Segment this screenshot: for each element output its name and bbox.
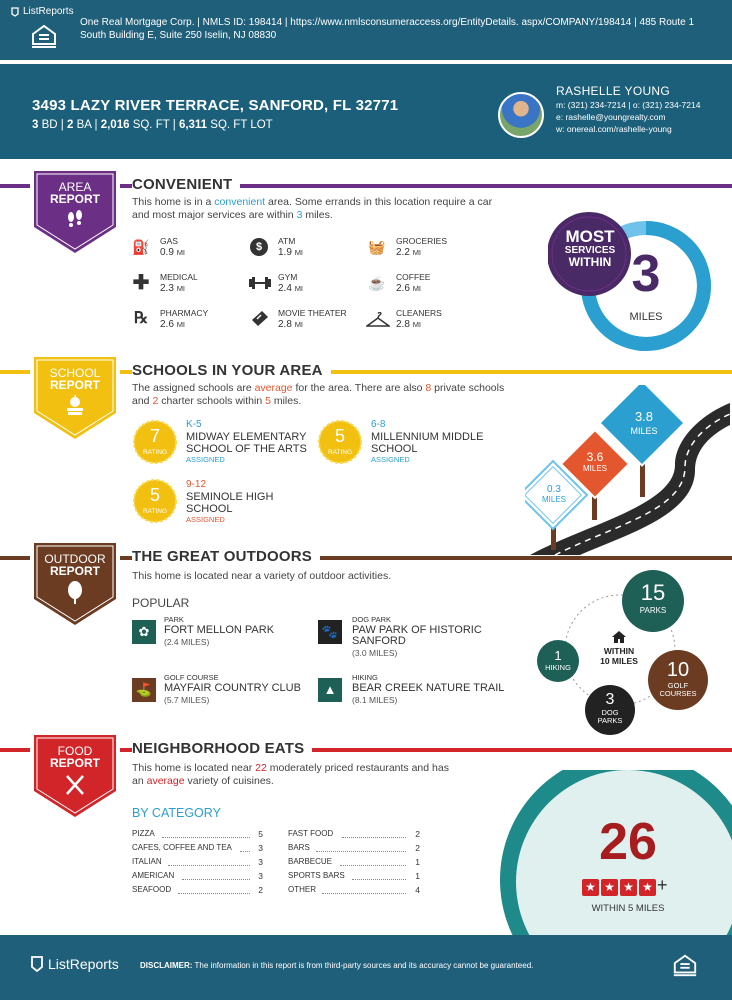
pine-trees-icon: ▲	[318, 678, 342, 702]
category-name: BARS	[288, 843, 310, 852]
sign-value: 0.3	[547, 484, 561, 495]
movie-ticket-icon	[250, 310, 270, 328]
school-text-1: The assigned schools are	[132, 382, 255, 394]
golf-bag-icon: ⛳	[132, 678, 156, 702]
category-leader	[168, 865, 250, 866]
category-leader	[342, 837, 406, 838]
category-count: 4	[415, 885, 420, 895]
most-label-3: WITHIN	[568, 255, 612, 269]
star-icon: ★	[582, 879, 599, 896]
sign-value: 3.8	[634, 409, 654, 424]
footprints-icon	[64, 209, 86, 231]
tree-icon	[64, 581, 86, 605]
service-distance-unit: MI	[412, 248, 422, 257]
service-name: GYM	[278, 272, 298, 282]
service-name: GROCERIES	[396, 236, 448, 246]
area-description	[132, 196, 502, 222]
equal-housing-icon	[30, 22, 58, 50]
category-name: FAST FOOD	[288, 829, 334, 838]
stars-plus: +	[657, 875, 668, 895]
agent-email[interactable]: e: rashelle@youngrealty.com	[556, 112, 666, 122]
category-count: 2	[258, 885, 263, 895]
dog-parks-count: 3	[605, 691, 615, 708]
paw-icon: 🐾	[318, 620, 342, 644]
lender-info: One Real Mortgage Corp. | NMLS ID: 198414 | https://www.nmlsconsumeraccess.org/EntityDetails. aspx/COMPANY/198414 | 485 Route 1 South Building E, Suite 250 Iselin, NJ 08830	[80, 17, 694, 41]
service-distance	[160, 247, 185, 258]
lot-unit: SQ. FT LOT	[210, 119, 273, 131]
golf-count: 10	[666, 659, 690, 681]
sqft-unit: SQ. FT	[132, 119, 170, 131]
school-text-n2: 2	[152, 395, 159, 407]
footer	[0, 935, 732, 1000]
category-count: 3	[258, 871, 263, 881]
within-5-miles: WITHIN 5 MILES	[591, 903, 665, 914]
service-distance	[396, 319, 421, 330]
service-distance	[396, 247, 421, 258]
dog-parks-bubble	[585, 685, 635, 735]
agent-phone[interactable]: m: (321) 234-7214 | o: (321) 234-7214	[556, 100, 701, 110]
outdoor-title: THE GREAT OUTDOORS	[132, 548, 320, 565]
category-name: BARBECUE	[288, 857, 333, 866]
outdoor-description: This home is located near a variety of outdoor activities.	[132, 570, 392, 582]
school-description	[132, 382, 512, 408]
area-text-number: 3	[296, 209, 303, 221]
school-rating-badge	[318, 420, 362, 464]
category-leader	[340, 865, 406, 866]
category-leader	[240, 851, 250, 852]
brand-small-text: ListReports	[23, 6, 74, 17]
category-name: SPORTS BARS	[288, 871, 345, 880]
area-text-2: area. Some errands in this location require a car and most major services are within	[132, 196, 493, 221]
restaurants-total: 26	[599, 813, 657, 871]
brand-small[interactable]	[10, 6, 74, 17]
school-text-n3: 5	[265, 395, 271, 407]
service-distance-unit: MI	[294, 248, 304, 257]
gas-pump-icon: ⛽	[132, 239, 150, 255]
service-distance	[160, 283, 185, 294]
popular-heading: POPULAR	[132, 596, 190, 610]
service-distance	[278, 247, 303, 258]
service-distance-value: 2.6	[396, 283, 410, 294]
clothes-hanger-icon	[366, 312, 390, 328]
category-count: 1	[415, 857, 420, 867]
area-badge-top: AREA	[58, 180, 92, 194]
rating-label: RATING	[142, 508, 168, 515]
outdoor-name[interactable]: MAYFAIR COUNTRY CLUB	[164, 682, 301, 694]
category-leader	[322, 893, 406, 894]
rating-number: 5	[149, 485, 160, 505]
property-specs: 3 BD | 2 BA | 2,016 SQ. FT | 6,311 SQ. FT LOT	[32, 119, 273, 131]
food-report-badge	[30, 731, 120, 823]
school-badge-bottom: REPORT	[49, 378, 100, 392]
golf-label-1: GOLF	[667, 681, 689, 690]
service-distance-value: 2.8	[396, 319, 410, 330]
food-text-number: 22	[255, 762, 267, 774]
service-distance-unit: MI	[294, 284, 304, 293]
service-name: PHARMACY	[160, 308, 209, 318]
service-name: MOVIE THEATER	[278, 308, 347, 318]
category-leader	[352, 879, 406, 880]
home-icon	[611, 630, 627, 644]
outdoor-category: PARK	[164, 615, 184, 624]
golf-label-2: COURSES	[659, 689, 697, 698]
category-count: 5	[258, 829, 263, 839]
rating-label: RATING	[327, 449, 353, 456]
agent-avatar	[498, 92, 544, 138]
category-name: SEAFOOD	[132, 885, 172, 894]
outdoor-report-badge	[30, 539, 120, 631]
food-text-highlight: average	[146, 775, 185, 787]
service-distance	[396, 283, 421, 294]
category-leader	[182, 879, 250, 880]
school-text-5: miles.	[270, 395, 302, 407]
outdoor-category: HIKING	[352, 673, 378, 682]
agent-name: RASHELLE YOUNG	[556, 84, 671, 98]
service-distance-unit: MI	[176, 248, 186, 257]
category-name: PIZZA	[132, 829, 155, 838]
school-grades: K-5	[186, 419, 202, 430]
rating-label: RATING	[142, 449, 168, 456]
by-category-heading: BY CATEGORY	[132, 806, 221, 820]
school-text-highlight: average	[254, 382, 293, 394]
school-status: ASSIGNED	[186, 515, 225, 524]
within-label-2: 10 MILES	[600, 656, 638, 666]
service-distance-value: 2.2	[396, 247, 410, 258]
area-badge-bottom: REPORT	[49, 192, 100, 206]
service-distance	[160, 319, 185, 330]
school-name[interactable]: MILLENNIUM MIDDLE SCHOOL	[371, 431, 484, 455]
service-distance-value: 0.9	[160, 247, 174, 258]
school-rating-badge	[133, 479, 177, 523]
footer-brand-text: ListReports	[48, 956, 119, 972]
food-text-1: This home is located near	[132, 762, 256, 774]
lender-bar	[0, 0, 732, 60]
star-icon: ★	[639, 879, 656, 896]
disclaimer-text: The information in this report is from third-party sources and its accuracy cannot be guaranteed.	[192, 961, 534, 970]
baths-value: 2	[66, 119, 74, 131]
school-text-2: for the area. There are also	[292, 382, 426, 394]
property-address: 3493 LAZY RIVER TERRACE, SANFORD, FL 32771	[32, 97, 399, 114]
service-name: ATM	[278, 236, 296, 246]
hiking-bubble	[537, 640, 579, 682]
category-name: OTHER	[288, 885, 316, 894]
outdoor-distance: (5.7 MILES)	[164, 695, 210, 705]
footer-brand[interactable]	[30, 956, 119, 972]
area-title: CONVENIENT	[132, 176, 240, 193]
parks-label: PARKS	[639, 606, 667, 615]
school-rating-badge	[133, 420, 177, 464]
school-report-badge	[30, 353, 120, 445]
equal-housing-icon	[672, 952, 698, 978]
area-text-1: This home is in a	[132, 196, 215, 208]
beds-value: 3	[32, 119, 39, 131]
golf-bubble	[648, 650, 708, 710]
most-label-2: SERVICES	[564, 245, 616, 256]
area-text-highlight: convenient	[214, 196, 266, 208]
parks-bubble	[622, 570, 684, 632]
school-text-3: private schools and	[132, 382, 505, 407]
food-text-2: moderately priced restaurants and has an	[132, 762, 449, 787]
sign-unit: MILES	[582, 464, 607, 473]
category-count: 2	[415, 843, 420, 853]
lot-value: 6,311	[178, 119, 208, 131]
category-count: 3	[258, 857, 263, 867]
food-description	[132, 762, 462, 788]
service-name: MEDICAL	[160, 272, 198, 282]
service-distance-unit: MI	[176, 320, 186, 329]
outdoor-badge-bottom: REPORT	[49, 564, 100, 578]
sqft-value: 2,016	[100, 119, 130, 131]
property-header	[0, 64, 732, 159]
food-text-3: variety of cuisines.	[184, 775, 274, 787]
category-leader	[178, 893, 250, 894]
school-text-n1: 8	[425, 382, 432, 394]
school-text-4: charter schools within	[158, 395, 266, 407]
school-title: SCHOOLS IN YOUR AREA	[132, 362, 331, 379]
outdoor-distance: (2.4 MILES)	[164, 637, 210, 647]
outdoor-name[interactable]: PAW PARK OF HISTORIC SANFORD	[352, 624, 482, 647]
food-badge-bottom: REPORT	[49, 756, 100, 770]
sign-unit: MILES	[630, 426, 658, 436]
service-distance-unit: MI	[294, 320, 304, 329]
hiking-count: 1	[554, 648, 562, 663]
most-number: 3	[631, 245, 661, 303]
school-grades: 6-8	[371, 419, 386, 430]
park-icon: ✿	[132, 620, 156, 644]
outdoor-category: GOLF COURSE	[164, 673, 219, 682]
service-distance-value: 2.6	[160, 319, 174, 330]
service-distance	[278, 283, 303, 294]
baths-unit: BA	[76, 119, 92, 131]
service-name: GAS	[160, 236, 178, 246]
shopping-basket-icon: 🧺	[368, 239, 386, 255]
apple-books-icon	[64, 395, 86, 417]
sign-value: 3.6	[586, 450, 604, 464]
school-grades: 9-12	[186, 479, 207, 490]
service-distance-value: 2.4	[278, 283, 292, 294]
service-name: COFFEE	[396, 272, 431, 282]
coffee-cup-icon: ☕	[368, 275, 386, 291]
area-report-badge	[30, 167, 120, 259]
dog-parks-label-2: PARKS	[597, 716, 623, 725]
medical-cross-icon: ✚	[132, 272, 150, 294]
star-icon: ★	[601, 879, 618, 896]
service-distance-value: 2.8	[278, 319, 292, 330]
outdoor-name[interactable]: BEAR CREEK NATURE TRAIL	[352, 682, 505, 694]
atm-dollar-icon: $	[250, 238, 268, 256]
price-stars	[582, 878, 656, 896]
most-unit: MILES	[629, 311, 663, 323]
most-label-1: MOST	[565, 227, 615, 246]
category-name: ITALIAN	[132, 857, 162, 866]
service-distance-value: 1.9	[278, 247, 292, 258]
outdoor-category: DOG PARK	[352, 615, 392, 624]
category-count: 3	[258, 843, 263, 853]
outdoor-distance: (3.0 MILES)	[352, 648, 398, 658]
hiking-label: HIKING	[545, 663, 571, 672]
service-distance-unit: MI	[412, 320, 422, 329]
parks-count: 15	[640, 580, 666, 605]
rating-number: 7	[149, 426, 160, 446]
school-name[interactable]: MIDWAY ELEMENTARY SCHOOL OF THE ARTS	[186, 431, 307, 455]
listreports-logo-icon	[30, 956, 44, 972]
category-name: CAFES, COFFEE AND TEA	[132, 843, 232, 852]
disclaimer	[140, 961, 533, 970]
service-distance-unit: MI	[412, 284, 422, 293]
dog-parks-label-1: DOG	[601, 708, 619, 717]
rating-number: 5	[334, 426, 345, 446]
category-count: 2	[415, 829, 420, 839]
outdoor-distance: (8.1 MILES)	[352, 695, 398, 705]
agent-website[interactable]: w: onereal.com/rashelle-young	[556, 124, 672, 134]
dumbbell-icon	[248, 277, 272, 289]
school-status: ASSIGNED	[186, 455, 225, 464]
pharmacy-rx-icon: ℞	[133, 310, 149, 327]
school-name[interactable]: SEMINOLE HIGH SCHOOL	[186, 491, 274, 515]
service-distance-unit: MI	[176, 284, 186, 293]
star-icon: ★	[620, 879, 637, 896]
outdoor-badge-top: OUTDOOR	[44, 552, 106, 566]
category-count: 1	[415, 871, 420, 881]
category-leader	[316, 851, 406, 852]
beds-unit: BD	[41, 119, 58, 131]
listreports-logo-icon	[10, 7, 20, 17]
school-badge-top: SCHOOL	[49, 366, 101, 380]
service-distance-value: 2.3	[160, 283, 174, 294]
sign-unit: MILES	[541, 495, 566, 504]
category-name: AMERICAN	[132, 871, 175, 880]
service-distance	[278, 319, 303, 330]
within-label-1: WITHIN	[603, 646, 635, 656]
service-name: CLEANERS	[396, 308, 442, 318]
food-badge-top: FOOD	[57, 744, 93, 758]
school-status: ASSIGNED	[371, 455, 410, 464]
category-leader	[162, 837, 250, 838]
fork-knife-icon	[63, 773, 87, 797]
disclaimer-label: DISCLAIMER:	[140, 961, 193, 970]
outdoor-name[interactable]: FORT MELLON PARK	[164, 624, 275, 636]
area-text-3: miles.	[302, 209, 333, 221]
food-title: NEIGHBORHOOD EATS	[132, 740, 312, 757]
